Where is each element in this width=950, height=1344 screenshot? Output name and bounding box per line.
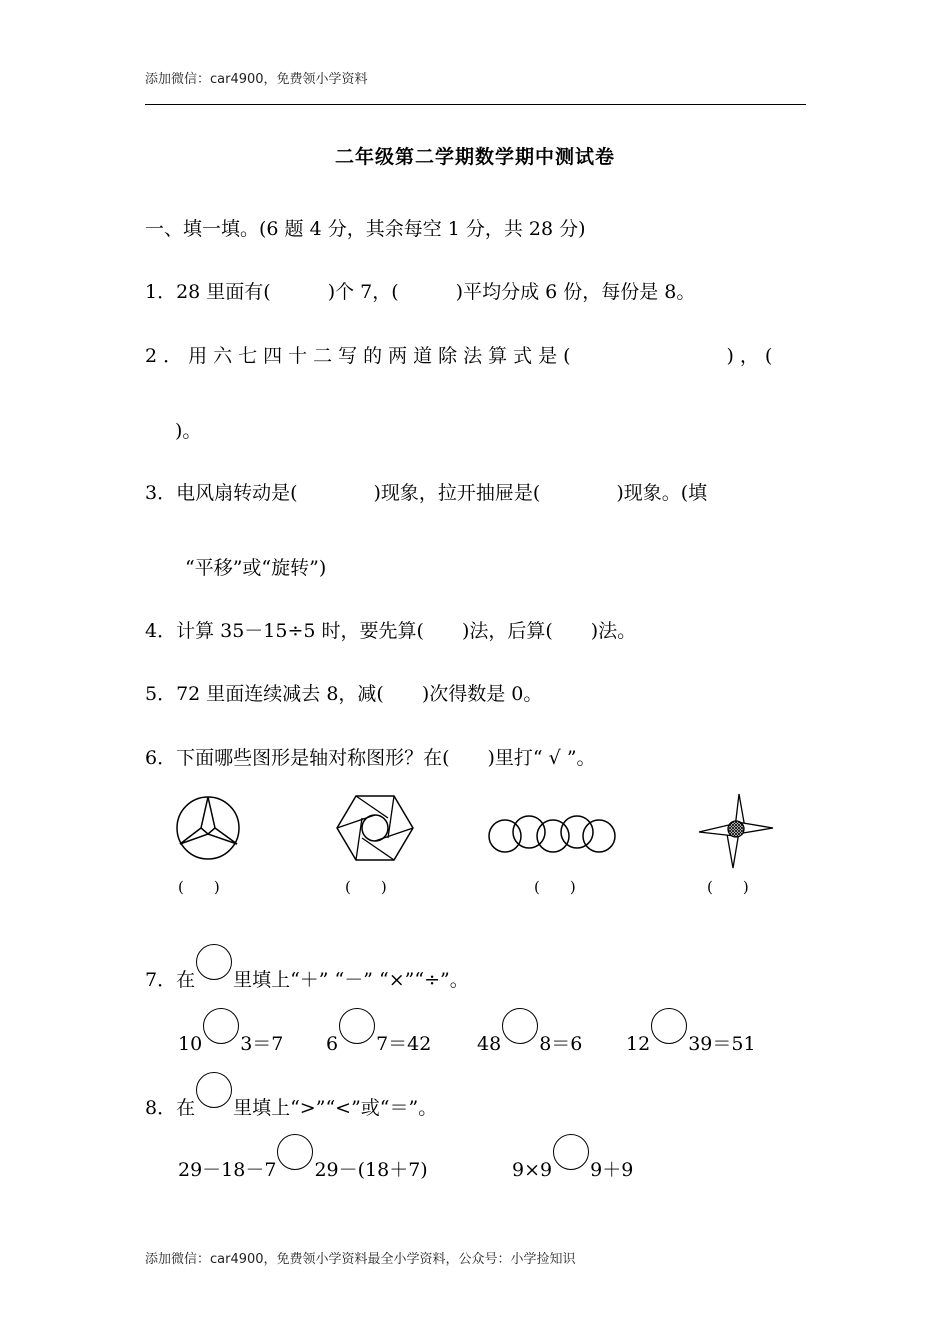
question-3-cont: “平移”或“旋转”) [185, 557, 327, 579]
q7-right: 7＝42 [376, 1033, 432, 1055]
question-8-prefix: 8．在 [145, 1097, 196, 1119]
q7-item [326, 1008, 431, 1056]
header-divider [145, 104, 806, 105]
header-note: 添加微信：car4900，免费领小学资料 [145, 72, 368, 87]
q7-left: 12 [626, 1033, 651, 1055]
question-3: 3．电风扇转动是( )现象，拉开抽屉是( )现象。(填 [145, 482, 708, 504]
page-title: 二年级第二学期数学期中测试卷 [334, 146, 615, 168]
q7-left: 48 [477, 1033, 502, 1055]
q8-left: 29－18－7 [178, 1159, 277, 1181]
compare-circle-icon [196, 1072, 232, 1108]
question-7-prefix: 7．在 [145, 969, 196, 991]
question-2: 2．用六七四十二写的两道除法算式是( )，( [145, 345, 779, 367]
q7-item [477, 1008, 582, 1056]
q7-right: 8＝6 [539, 1033, 583, 1055]
q7-left: 10 [178, 1033, 203, 1055]
q7-left: 6 [326, 1033, 339, 1055]
operator-circle[interactable] [339, 1008, 375, 1044]
question-8 [145, 1072, 437, 1120]
answer-blank[interactable]: ( ) [707, 878, 749, 896]
q7-item [626, 1008, 756, 1056]
operator-circle[interactable] [502, 1008, 538, 1044]
q7-right: 39＝51 [688, 1033, 756, 1055]
compare-circle[interactable] [277, 1134, 313, 1170]
hexagon-pinwheel-figure [336, 794, 416, 864]
footer-note: 添加微信：car4900，免费领小学资料最全小学资料，公众号：小学捡知识 [145, 1252, 576, 1267]
q8-right: 29－(18＋7) [314, 1159, 428, 1181]
q8-left: 9×9 [512, 1159, 553, 1181]
compare-circle[interactable] [553, 1134, 589, 1170]
circle-tri-star-figure [175, 795, 245, 865]
operator-circle[interactable] [651, 1008, 687, 1044]
q7-right: 3＝7 [240, 1033, 284, 1055]
question-7 [145, 944, 469, 992]
operator-circle-icon [196, 944, 232, 980]
section-heading: 一、填一填。(6 题 4 分，其余每空 1 分，共 28 分) [145, 218, 586, 240]
question-8-suffix: 里填上“>”“<”或“＝”。 [233, 1097, 438, 1119]
q8-item [178, 1134, 428, 1182]
question-7-suffix: 里填上“＋” “－” “×”“÷”。 [233, 969, 469, 991]
answer-blank[interactable]: ( ) [178, 878, 220, 896]
question-6: 6．下面哪些图形是轴对称图形？在( )里打“ √ ”。 [145, 747, 596, 769]
q8-right: 9＋9 [590, 1159, 634, 1181]
windmill-figure [697, 792, 775, 870]
q7-item [178, 1008, 283, 1056]
question-1: 1．28 里面有( )个 7，( )平均分成 6 份，每份是 8。 [145, 281, 696, 303]
question-2-cont: )。 [175, 420, 202, 442]
five-rings-figure [488, 815, 618, 857]
operator-circle[interactable] [203, 1008, 239, 1044]
question-4: 4．计算 35－15÷5 时，要先算( )法，后算( )法。 [145, 620, 637, 642]
question-5: 5．72 里面连续减去 8，减( )次得数是 0。 [145, 683, 543, 705]
q8-item [512, 1134, 633, 1182]
answer-blank[interactable]: ( ) [345, 878, 387, 896]
answer-blank[interactable]: ( ) [534, 878, 576, 896]
